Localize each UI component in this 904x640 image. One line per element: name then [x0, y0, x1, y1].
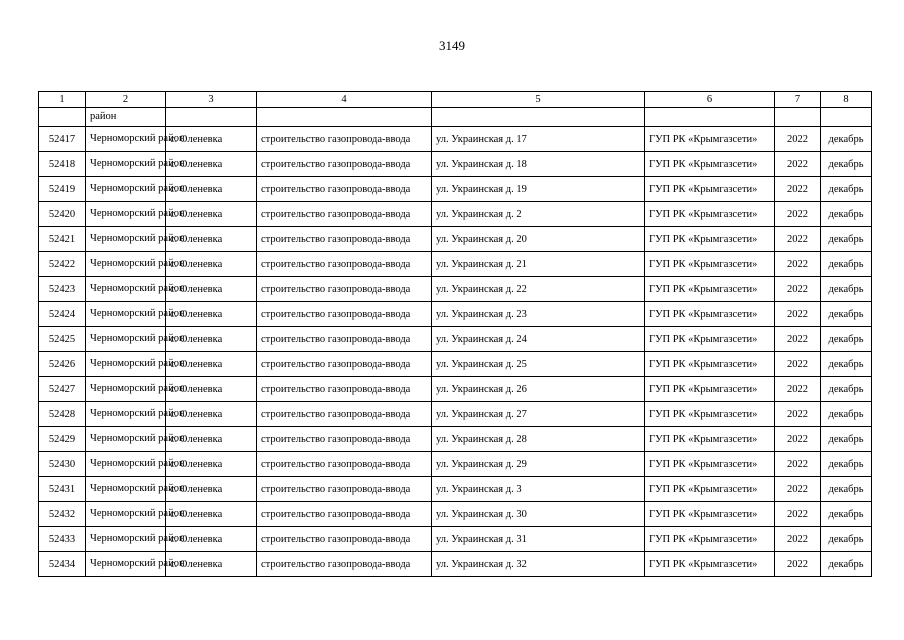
- cell-settlement: с. Оленевка: [166, 327, 257, 352]
- header-cell-5: 5: [432, 92, 645, 108]
- cell-year: 2022: [775, 227, 821, 252]
- cell-work: строительство газопровода-ввода: [257, 402, 432, 427]
- table-row: [39, 477, 872, 502]
- header-cell-2: 2: [86, 92, 166, 108]
- table-row: [39, 277, 872, 302]
- cell-id: 52431: [39, 477, 86, 502]
- header-cell-7: 7: [775, 92, 821, 108]
- cell-district: Черноморский район: [86, 527, 166, 552]
- cell-org: ГУП РК «Крымгазсети»: [645, 377, 775, 402]
- cell-org: ГУП РК «Крымгазсети»: [645, 477, 775, 502]
- cell-district: Черноморский район: [86, 252, 166, 277]
- cell-month: декабрь: [821, 527, 872, 552]
- cell-year: 2022: [775, 527, 821, 552]
- cell-id: 52420: [39, 202, 86, 227]
- cell-org: ГУП РК «Крымгазсети»: [645, 202, 775, 227]
- page-number: 3149: [439, 38, 465, 53]
- cell-settlement: с. Оленевка: [166, 227, 257, 252]
- cell-work: строительство газопровода-ввода: [257, 552, 432, 577]
- cell-id: 52417: [39, 127, 86, 152]
- cell-settlement: с. Оленевка: [166, 477, 257, 502]
- cell-month: декабрь: [821, 202, 872, 227]
- cell-work: строительство газопровода-ввода: [257, 152, 432, 177]
- cell-month: декабрь: [821, 302, 872, 327]
- cell-month: декабрь: [821, 402, 872, 427]
- cell-settlement: с. Оленевка: [166, 252, 257, 277]
- cell-district: Черноморский район: [86, 452, 166, 477]
- cell-id: 52422: [39, 252, 86, 277]
- cell-address: ул. Украинская д. 29: [432, 452, 645, 477]
- cell-year: 2022: [775, 377, 821, 402]
- cell-id: [39, 108, 86, 127]
- cell-settlement: [166, 108, 257, 127]
- table-row: [39, 527, 872, 552]
- cell-address: ул. Украинская д. 21: [432, 252, 645, 277]
- cell-district: район: [86, 108, 166, 127]
- cell-org: ГУП РК «Крымгазсети»: [645, 277, 775, 302]
- cell-org: ГУП РК «Крымгазсети»: [645, 402, 775, 427]
- cell-address: ул. Украинская д. 26: [432, 377, 645, 402]
- cell-district: Черноморский район: [86, 302, 166, 327]
- cell-year: 2022: [775, 427, 821, 452]
- cell-org: ГУП РК «Крымгазсети»: [645, 452, 775, 477]
- cell-address: ул. Украинская д. 25: [432, 352, 645, 377]
- table-row: [39, 402, 872, 427]
- cell-year: 2022: [775, 402, 821, 427]
- cell-id: 52423: [39, 277, 86, 302]
- cell-month: декабрь: [821, 552, 872, 577]
- cell-year: 2022: [775, 552, 821, 577]
- table-row: [39, 227, 872, 252]
- cell-address: ул. Украинская д. 18: [432, 152, 645, 177]
- cell-district: Черноморский район: [86, 352, 166, 377]
- cell-month: декабрь: [821, 352, 872, 377]
- cell-work: строительство газопровода-ввода: [257, 452, 432, 477]
- cell-month: декабрь: [821, 177, 872, 202]
- cell-address: ул. Украинская д. 2: [432, 202, 645, 227]
- cell-id: 52424: [39, 302, 86, 327]
- cell-month: декабрь: [821, 227, 872, 252]
- cell-id: 52433: [39, 527, 86, 552]
- cell-id: 52418: [39, 152, 86, 177]
- cell-year: [775, 108, 821, 127]
- cell-settlement: с. Оленевка: [166, 202, 257, 227]
- cell-id: 52425: [39, 327, 86, 352]
- cell-address: ул. Украинская д. 31: [432, 527, 645, 552]
- cell-org: ГУП РК «Крымгазсети»: [645, 302, 775, 327]
- cell-id: 52430: [39, 452, 86, 477]
- cell-year: 2022: [775, 477, 821, 502]
- cell-address: ул. Украинская д. 27: [432, 402, 645, 427]
- cell-work: строительство газопровода-ввода: [257, 277, 432, 302]
- cell-district: Черноморский район: [86, 177, 166, 202]
- cell-district: Черноморский район: [86, 202, 166, 227]
- continuation-row: [39, 108, 872, 127]
- cell-month: декабрь: [821, 377, 872, 402]
- cell-org: ГУП РК «Крымгазсети»: [645, 352, 775, 377]
- cell-address: ул. Украинская д. 24: [432, 327, 645, 352]
- table-row: [39, 127, 872, 152]
- cell-year: 2022: [775, 252, 821, 277]
- cell-work: строительство газопровода-ввода: [257, 177, 432, 202]
- cell-month: декабрь: [821, 152, 872, 177]
- table-body: [39, 108, 872, 577]
- cell-work: строительство газопровода-ввода: [257, 327, 432, 352]
- cell-district: Черноморский район: [86, 277, 166, 302]
- cell-month: декабрь: [821, 252, 872, 277]
- cell-settlement: с. Оленевка: [166, 552, 257, 577]
- cell-district: Черноморский район: [86, 402, 166, 427]
- cell-year: 2022: [775, 352, 821, 377]
- table-row: [39, 327, 872, 352]
- cell-address: ул. Украинская д. 22: [432, 277, 645, 302]
- registry-table: [38, 91, 872, 577]
- cell-id: 52429: [39, 427, 86, 452]
- cell-work: строительство газопровода-ввода: [257, 302, 432, 327]
- cell-id: 52419: [39, 177, 86, 202]
- cell-year: 2022: [775, 202, 821, 227]
- cell-address: ул. Украинская д. 30: [432, 502, 645, 527]
- table-row: [39, 152, 872, 177]
- cell-district: Черноморский район: [86, 127, 166, 152]
- cell-year: 2022: [775, 327, 821, 352]
- cell-org: ГУП РК «Крымгазсети»: [645, 502, 775, 527]
- cell-work: строительство газопровода-ввода: [257, 352, 432, 377]
- table-row: [39, 502, 872, 527]
- header-cell-4: 4: [257, 92, 432, 108]
- table-row: [39, 377, 872, 402]
- cell-district: Черноморский район: [86, 477, 166, 502]
- table-row: [39, 202, 872, 227]
- cell-district: Черноморский район: [86, 377, 166, 402]
- cell-settlement: с. Оленевка: [166, 177, 257, 202]
- cell-settlement: с. Оленевка: [166, 302, 257, 327]
- cell-address: ул. Украинская д. 3: [432, 477, 645, 502]
- cell-work: строительство газопровода-ввода: [257, 527, 432, 552]
- cell-district: Черноморский район: [86, 227, 166, 252]
- cell-work: строительство газопровода-ввода: [257, 377, 432, 402]
- cell-id: 52434: [39, 552, 86, 577]
- cell-settlement: с. Оленевка: [166, 277, 257, 302]
- header-cell-8: 8: [821, 92, 872, 108]
- cell-address: ул. Украинская д. 23: [432, 302, 645, 327]
- cell-org: ГУП РК «Крымгазсети»: [645, 427, 775, 452]
- cell-org: [645, 108, 775, 127]
- cell-district: Черноморский район: [86, 502, 166, 527]
- table-row: [39, 302, 872, 327]
- cell-year: 2022: [775, 452, 821, 477]
- cell-month: декабрь: [821, 327, 872, 352]
- cell-org: ГУП РК «Крымгазсети»: [645, 152, 775, 177]
- cell-work: строительство газопровода-ввода: [257, 502, 432, 527]
- cell-month: декабрь: [821, 452, 872, 477]
- cell-address: ул. Украинская д. 28: [432, 427, 645, 452]
- cell-district: Черноморский район: [86, 552, 166, 577]
- table-row: [39, 552, 872, 577]
- cell-month: декабрь: [821, 277, 872, 302]
- cell-work: строительство газопровода-ввода: [257, 227, 432, 252]
- cell-org: ГУП РК «Крымгазсети»: [645, 327, 775, 352]
- cell-district: Черноморский район: [86, 427, 166, 452]
- cell-work: строительство газопровода-ввода: [257, 477, 432, 502]
- table-row: [39, 427, 872, 452]
- cell-org: ГУП РК «Крымгазсети»: [645, 177, 775, 202]
- cell-month: декабрь: [821, 502, 872, 527]
- cell-settlement: с. Оленевка: [166, 502, 257, 527]
- cell-settlement: с. Оленевка: [166, 527, 257, 552]
- cell-address: [432, 108, 645, 127]
- cell-year: 2022: [775, 302, 821, 327]
- table-row: [39, 452, 872, 477]
- table-row: [39, 252, 872, 277]
- cell-settlement: с. Оленевка: [166, 127, 257, 152]
- cell-address: ул. Украинская д. 19: [432, 177, 645, 202]
- cell-work: строительство газопровода-ввода: [257, 127, 432, 152]
- cell-settlement: с. Оленевка: [166, 152, 257, 177]
- cell-year: 2022: [775, 277, 821, 302]
- cell-id: 52427: [39, 377, 86, 402]
- cell-org: ГУП РК «Крымгазсети»: [645, 527, 775, 552]
- header-cell-6: 6: [645, 92, 775, 108]
- cell-address: ул. Украинская д. 20: [432, 227, 645, 252]
- cell-work: [257, 108, 432, 127]
- cell-year: 2022: [775, 127, 821, 152]
- cell-org: ГУП РК «Крымгазсети»: [645, 127, 775, 152]
- cell-id: 52432: [39, 502, 86, 527]
- cell-work: строительство газопровода-ввода: [257, 202, 432, 227]
- header-row: [39, 92, 872, 108]
- cell-id: 52426: [39, 352, 86, 377]
- table-header: [39, 92, 872, 108]
- cell-district: Черноморский район: [86, 327, 166, 352]
- cell-month: декабрь: [821, 127, 872, 152]
- table-row: [39, 352, 872, 377]
- cell-org: ГУП РК «Крымгазсети»: [645, 227, 775, 252]
- cell-month: декабрь: [821, 427, 872, 452]
- cell-settlement: с. Оленевка: [166, 352, 257, 377]
- cell-settlement: с. Оленевка: [166, 452, 257, 477]
- cell-settlement: с. Оленевка: [166, 377, 257, 402]
- cell-id: 52421: [39, 227, 86, 252]
- cell-org: ГУП РК «Крымгазсети»: [645, 252, 775, 277]
- cell-year: 2022: [775, 502, 821, 527]
- cell-work: строительство газопровода-ввода: [257, 427, 432, 452]
- cell-district: Черноморский район: [86, 152, 166, 177]
- cell-settlement: с. Оленевка: [166, 427, 257, 452]
- cell-year: 2022: [775, 177, 821, 202]
- cell-address: ул. Украинская д. 32: [432, 552, 645, 577]
- table-row: [39, 177, 872, 202]
- header-cell-1: 1: [39, 92, 86, 108]
- cell-org: ГУП РК «Крымгазсети»: [645, 552, 775, 577]
- header-cell-3: 3: [166, 92, 257, 108]
- cell-settlement: с. Оленевка: [166, 402, 257, 427]
- cell-month: [821, 108, 872, 127]
- cell-year: 2022: [775, 152, 821, 177]
- cell-work: строительство газопровода-ввода: [257, 252, 432, 277]
- cell-id: 52428: [39, 402, 86, 427]
- cell-address: ул. Украинская д. 17: [432, 127, 645, 152]
- cell-month: декабрь: [821, 477, 872, 502]
